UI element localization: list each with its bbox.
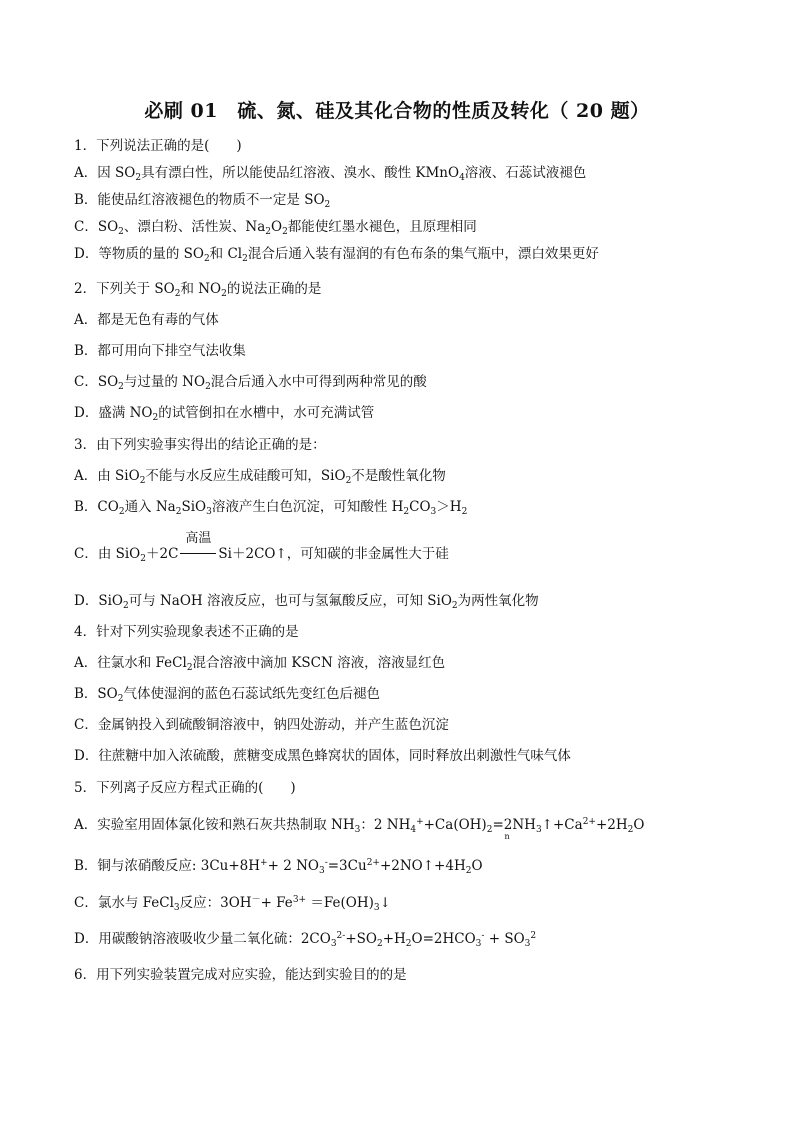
question-5-option-b: B．铜与浓硝酸反应: 3Cu+8H++ 2 $NO_3^-=3Cu^{2+}+2NO↑+4H_2O$ xyxy=(74,858,483,876)
question-4-stem: 4．针对下列实验现象表述不正确的是 xyxy=(74,624,299,640)
question-1-option-d: D．等物质的量的 $SO_2$和 $Cl_2$混合后通入装有湿润的有色布条的集气瓶中，漂白效果更好 xyxy=(74,246,599,264)
question-5-option-d: D．用碳酸钠溶液吸收少量二氧化硫：$2CO_3^{2-}+SO_2+H_2O=2HCO_3^- + SO_3^2$ xyxy=(74,931,537,949)
question-3-stem: 3．由下列实验事实得出的结论正确的是： xyxy=(74,437,326,453)
question-3-option-a: A．由 SiO$_2$不能与水反应生成硅酸可知，SiO$_2$不是酸性氧化物 xyxy=(74,468,446,486)
question-5-option-c: C．氯水与 FeCl$_3$反应：$3OH^-+ Fe^{3+}$ $=Fe(OH)_3↓$ xyxy=(74,895,391,913)
question-1-stem: 1．下列说法正确的是( ) xyxy=(74,138,242,154)
question-1-option-c: C．$SO_2$、漂白粉、活性炭、$Na_2O_2$都能使红墨水褪色，且原理相同 xyxy=(74,219,477,237)
page-title: 必刷 01 硫、氮、硅及其化合物的性质及转化（ 20 题） xyxy=(144,100,650,122)
question-1-option-b: B．能使品红溶液褪色的物质不一定是 $SO_2$ xyxy=(74,192,331,210)
question-4-option-b: B．$SO_2$气体使湿润的蓝色石蕊试纸先变红色后褪色 xyxy=(74,686,380,704)
reaction-condition: 高温 xyxy=(178,544,218,564)
question-3-option-b: B．$CO_2$通入 $Na_2SiO_3$溶液产生白色沉淀，可知酸性 $H_2CO_3>H_2$ xyxy=(74,499,468,517)
question-4-option-d: D．往蔗糖中加入浓硫酸，蔗糖变成黑色蜂窝状的固体，同时释放出刺激性气味气体 xyxy=(74,748,571,764)
question-1-option-a: A．因 $SO_2$具有漂白性，所以能使品红溶液、溴水、酸性 KMnO$_4$溶液、石蕊试液褪色 xyxy=(74,165,587,183)
question-2-option-d: D．盛满 $NO_2$的试管倒扣在水槽中，水可充满试管 xyxy=(74,405,375,423)
question-3-option-c: C．由 SiO$_2$＋2C 高温 Si＋2CO↑，可知碳的非金属性大于硅 xyxy=(74,531,449,564)
question-2-option-b: B．都可用向下排空气法收集 xyxy=(74,343,246,359)
question-2-stem: 2．下列关于 $SO_2$和 $NO_2$的说法正确的是 xyxy=(74,281,322,299)
question-5-option-a: A．实验室用固体氯化铵和熟石灰共热制取 $NH_3$：2 $NH_4^++Ca(OH)_2=$ n $2NH_3↑+Ca^{2+}+2H_2O$ xyxy=(74,817,645,841)
question-3-option-d: D．SiO$_2$可与 NaOH 溶液反应，也可与氢氟酸反应，可知 SiO$_2$为两性氧化物 xyxy=(74,593,539,611)
question-4-option-a: A．往氯水和 FeCl$_2$混合溶液中滴加 KSCN 溶液，溶液显红色 xyxy=(74,655,446,673)
question-5-stem: 5．下列离子反应方程式正确的( ) xyxy=(74,780,296,796)
question-2-option-c: C．$SO_2$与过量的 $NO_2$混合后通入水中可得到两种常见的酸 xyxy=(74,374,427,392)
question-2-option-a: A．都是无色有毒的气体 xyxy=(74,312,219,328)
question-6-stem: 6．用下列实验装置完成对应实验，能达到实验目的的是 xyxy=(74,967,407,983)
question-4-option-c: C．金属钠投入到硫酸铜溶液中，钠四处游动，并产生蓝色沉淀 xyxy=(74,717,449,733)
